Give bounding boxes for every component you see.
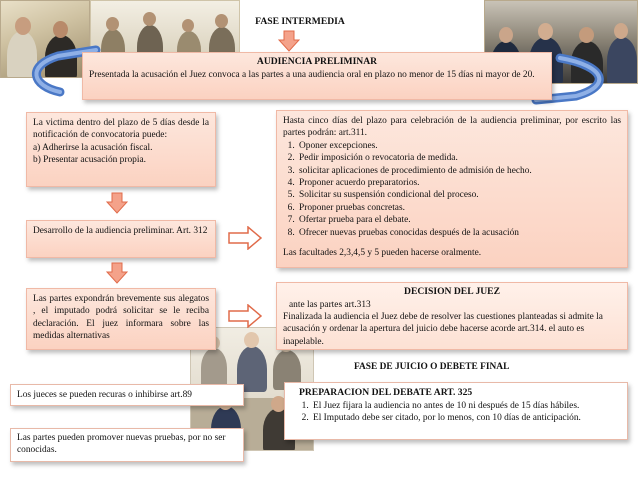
preparacion-item: 2. El Imputado debe ser citado, por lo menos, con 10 días de anticipación. xyxy=(311,412,619,424)
desarrollo-text: Desarrollo de la audiencia preliminar. Art. 312 xyxy=(33,226,208,236)
down-arrow-left-1 xyxy=(106,192,128,214)
desarrollo-box xyxy=(26,220,216,258)
down-arrow-top xyxy=(278,30,300,52)
decision-title: DECISION DEL JUEZ xyxy=(404,286,500,297)
promover-pruebas-box xyxy=(10,428,244,462)
jueces-box xyxy=(10,384,244,406)
audiencia-title: AUDIENCIA PRELIMINAR xyxy=(256,56,378,67)
victima-box xyxy=(26,112,216,187)
plazo-item: 6. Proponer pruebas concretas. xyxy=(297,202,621,214)
fase-intermedia-heading: FASE INTERMEDIA xyxy=(255,16,345,27)
partes-alegatos-box xyxy=(26,288,216,350)
down-arrow-left-2 xyxy=(106,262,128,284)
victima-item-b: b) Presentar acusación propia. xyxy=(33,155,146,166)
decision-juez-box xyxy=(276,282,628,350)
fase-juicio-heading: FASE DE JUICIO O DEBETE FINAL xyxy=(354,362,510,372)
victima-item-a: a) Adherirse la acusación fiscal. xyxy=(33,142,153,153)
decision-line2: Finalizada la audiencia el Juez debe de resolver las cuestiones planteadas si admite la acusación y ordenar la apertura del juicio debe hacerse acorde art.314. el auto es inapelable. xyxy=(283,312,603,347)
plazo-item: 3. solicitar aplicaciones de procedimiento de admisión de hecho. xyxy=(297,165,621,177)
right-arrow-partes xyxy=(228,304,262,328)
audiencia-text: Presentada la acusación el Juez convoca a las partes a una audiencia oral en plazo no menor de 15 días ni mayor de 20. xyxy=(89,69,535,80)
audiencia-preliminar-box xyxy=(82,52,552,100)
preparacion-list xyxy=(293,400,619,425)
promover-text: Las partes pueden promover nuevas pruebas, por no ser conocidas. xyxy=(17,433,226,456)
right-arrow-desarrollo xyxy=(228,226,262,250)
plazo-facultades-box xyxy=(276,110,628,268)
plazo-item: 8. Ofrecer nuevas pruebas conocidas después de la acusación xyxy=(297,227,621,239)
partes-text: Las partes expondrán brevemente sus alegatos , el imputado podrá solicitar se le reciba declaración. El juez informara sobre las medidas alternativas xyxy=(33,294,209,342)
preparacion-debate-box xyxy=(284,382,628,440)
plazo-item: 5. Solicitar su suspensión condicional del proceso. xyxy=(297,189,621,201)
decision-line1: ante las partes art.313 xyxy=(289,299,371,310)
jueces-text: Los jueces se pueden recuras o inhibirse art.89 xyxy=(17,390,192,400)
plazo-item: 7. Ofertar prueba para el debate. xyxy=(297,214,621,226)
plazo-item: 4. Proponer acuerdo preparatorios. xyxy=(297,177,621,189)
preparacion-item: 1. El Juez fijara la audiencia no antes de 10 ni después de 15 días hábiles. xyxy=(311,400,619,412)
plazo-intro: Hasta cinco días del plazo para celebración de la audiencia preliminar, por escrito las partes podrán: art.311. xyxy=(283,116,621,139)
plazo-item: 1. Oponer excepciones. xyxy=(297,140,621,152)
plazo-note: Las facultades 2,3,4,5 y 5 pueden hacerse oralmente. xyxy=(283,248,482,259)
plazo-item: 2. Pedir imposición o revocatoria de medida. xyxy=(297,152,621,164)
preparacion-title: PREPARACION DEL DEBATE ART. 325 xyxy=(299,387,473,398)
plazo-list xyxy=(283,140,621,239)
victima-intro: La victima dentro del plazo de 5 días desde la notificación de convocatoria puede: xyxy=(33,118,209,141)
